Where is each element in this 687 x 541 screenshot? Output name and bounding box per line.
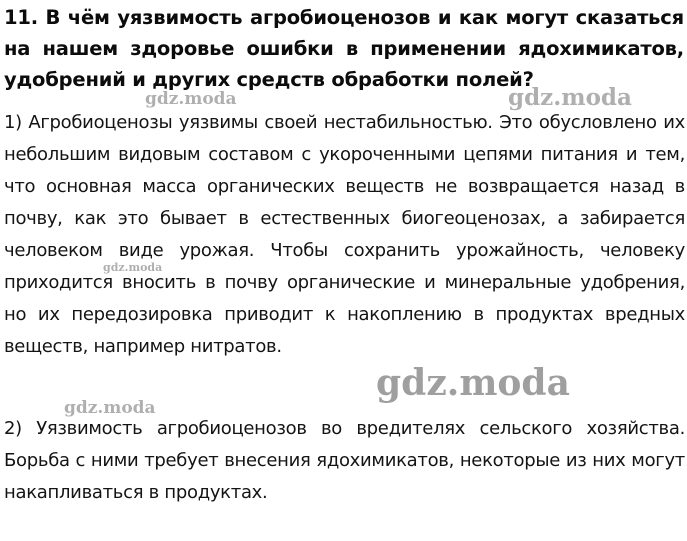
question-heading: 11. В чём уязвимость агробиоценозов и как могут сказаться на нашем здоровье ошибки в применении ядохимикатов, удобрений и других средств обработки полей? bbox=[4, 6, 684, 91]
watermark-gdz-moda: gdz.moda bbox=[64, 398, 156, 418]
watermark-gdz-moda: gdz.moda bbox=[103, 261, 163, 274]
watermark-gdz-moda: gdz.moda bbox=[145, 89, 237, 109]
watermark-gdz-moda-large: gdz.moda bbox=[376, 362, 570, 404]
answer-paragraph-1: 1) Агробиоценозы уязвимы своей нестабильностью. Это обусловлено их небольшим видовым составом с укороченными цепями питания и тем, что основная масса органических веществ не возвращается назад в почву, как это бывает в естественных биогеоценозах, а забирается человеком виде урожая. Чтобы сохранить урожайность, человеку приходится вносить в почву органические и минеральные удобрения, но их передозировка приводит к накоплению в продуктах вредных веществ, например нитратов. bbox=[4, 112, 685, 357]
answer-paragraph-2: 2) Уязвимость агробиоценозов во вредителях сельского хозяйства. Борьба с ними требует внесения ядохимикатов, некоторые из них могут накапливаться в продуктах. bbox=[4, 418, 685, 503]
watermark-gdz-moda: gdz.moda bbox=[508, 84, 632, 111]
